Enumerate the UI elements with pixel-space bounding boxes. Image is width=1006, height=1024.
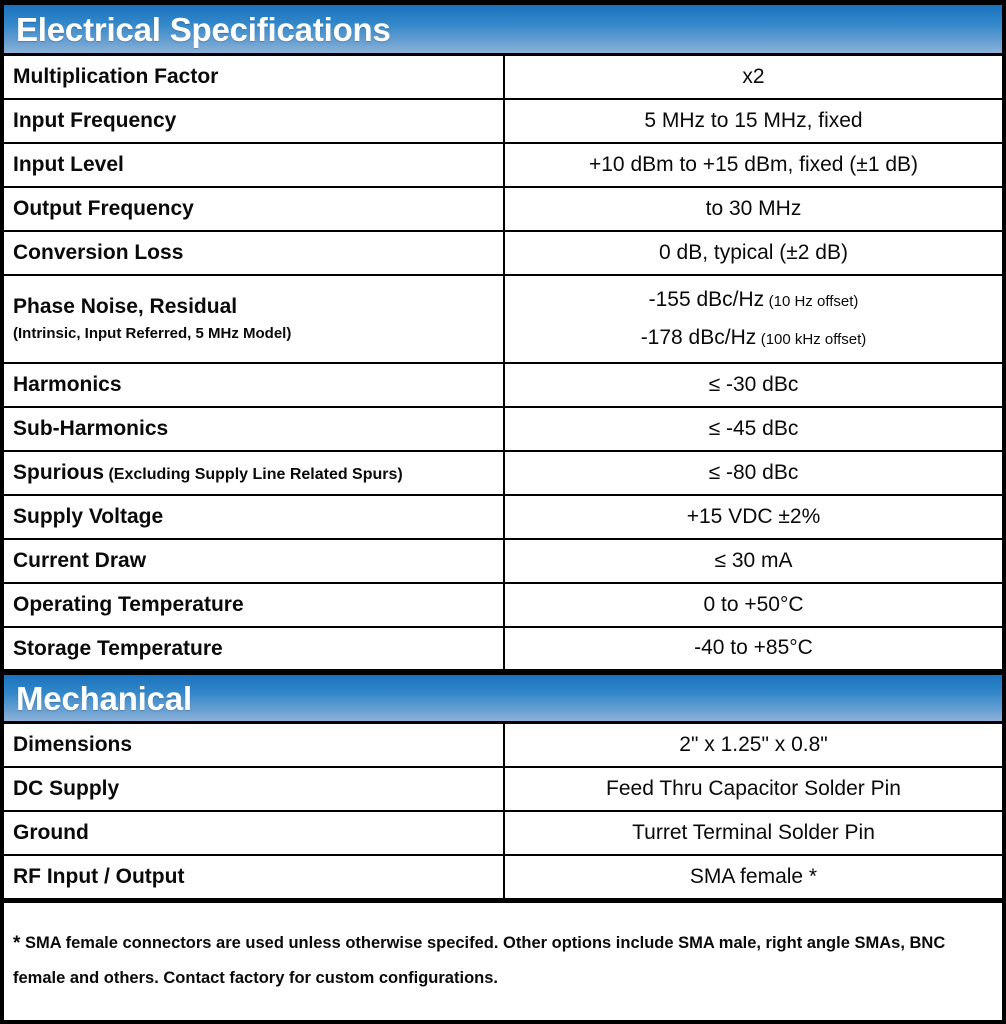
row-value: x2 (742, 64, 765, 88)
row-value-cell (505, 364, 1002, 406)
row-value-cell (505, 584, 1002, 626)
table-row (4, 540, 1002, 584)
section-header-mechanical (4, 672, 1002, 724)
row-label-cell (4, 364, 505, 406)
table-row (4, 408, 1002, 452)
footnote-marker: * (13, 933, 21, 954)
row-value: -40 to +85°C (694, 636, 813, 660)
table-row (4, 188, 1002, 232)
row-value-cell (505, 144, 1002, 186)
footnote (13, 925, 988, 994)
row-label: Dimensions (13, 733, 133, 757)
row-label-cell (4, 100, 505, 142)
table-row (4, 724, 1002, 768)
row-label: Spurious (13, 461, 105, 485)
row-value: -155 dBc/Hz (648, 287, 765, 311)
row-label-cell (4, 628, 505, 669)
row-label: Conversion Loss (13, 241, 184, 265)
mechanical-rows (4, 724, 1002, 900)
row-value-cell (505, 188, 1002, 230)
row-label: Harmonics (13, 373, 122, 397)
row-value: 2" x 1.25" x 0.8" (679, 732, 828, 756)
row-value: +15 VDC ±2% (686, 504, 821, 528)
table-row (4, 452, 1002, 496)
row-value-cell (505, 724, 1002, 766)
section-header-electrical (4, 4, 1002, 56)
row-label-cell (4, 408, 505, 450)
row-label-cell (4, 584, 505, 626)
row-label-wrap (13, 461, 503, 485)
table-row (4, 144, 1002, 188)
row-label: Input Level (13, 153, 124, 177)
row-value-cell (505, 540, 1002, 582)
row-label: Storage Temperature (13, 636, 223, 660)
row-value-cell (505, 276, 1002, 362)
row-value: 5 MHz to 15 MHz, fixed (644, 108, 863, 132)
row-value-cell (505, 856, 1002, 898)
row-label-cell (4, 232, 505, 274)
table-row (4, 768, 1002, 812)
row-label-cell (4, 768, 505, 810)
table-row (4, 628, 1002, 672)
row-value-cell (505, 452, 1002, 494)
row-value: ≤ -30 dBc (708, 372, 799, 396)
row-label-cell (4, 56, 505, 98)
section-title-mechanical: Mechanical (16, 679, 192, 717)
row-label-cell (4, 144, 505, 186)
row-value: 0 dB, typical (±2 dB) (659, 240, 848, 264)
row-label: Current Draw (13, 549, 147, 573)
row-value-cell (505, 100, 1002, 142)
row-label-note: (Intrinsic, Input Referred, 5 MHz Model) (13, 324, 292, 342)
row-label: Phase Noise, Residual (13, 295, 238, 319)
row-value-cell (505, 232, 1002, 274)
row-label: Operating Temperature (13, 593, 244, 617)
row-value-line (649, 288, 859, 312)
row-value: ≤ -80 dBc (708, 460, 799, 484)
row-value: +10 dBm to +15 dBm, fixed (±1 dB) (588, 152, 919, 176)
row-value: ≤ 30 mA (714, 548, 793, 572)
footnote-text: SMA female connectors are used unless otherwise specifed. Other options include SMA male, right angle SMAs, BNC female and others. Contact factory for custom configurations. (13, 934, 946, 988)
table-row (4, 232, 1002, 276)
row-label: Sub-Harmonics (13, 417, 169, 441)
row-label: RF Input / Output (13, 865, 185, 889)
row-value: to 30 MHz (705, 196, 802, 220)
row-label-cell (4, 496, 505, 538)
row-value-note: (10 Hz offset) (768, 292, 859, 310)
row-label: Ground (13, 821, 89, 845)
table-row (4, 364, 1002, 408)
row-value: Feed Thru Capacitor Solder Pin (606, 776, 901, 800)
table-row (4, 56, 1002, 100)
row-value-cell (505, 56, 1002, 98)
row-value-note: (100 kHz offset) (760, 331, 867, 348)
row-value: -178 dBc/Hz (640, 326, 757, 349)
row-value-cell (505, 628, 1002, 669)
section-title-electrical: Electrical Specifications (16, 10, 391, 48)
row-label-note: (Excluding Supply Line Related Spurs) (108, 466, 403, 484)
row-label-cell (4, 188, 505, 230)
table-row (4, 100, 1002, 144)
electrical-rows (4, 56, 1002, 672)
row-label-cell (4, 724, 505, 766)
row-label: Output Frequency (13, 197, 194, 221)
table-row (4, 276, 1002, 364)
row-value: 0 to +50°C (703, 592, 804, 616)
row-label: DC Supply (13, 777, 120, 801)
table-row (4, 812, 1002, 856)
footnote-cell (4, 900, 1002, 1020)
row-value-line (641, 326, 867, 350)
row-label-cell (4, 276, 505, 362)
row-label: Input Frequency (13, 109, 177, 133)
table-row (4, 496, 1002, 540)
row-value-cell (505, 408, 1002, 450)
row-value-cell (505, 768, 1002, 810)
row-label: Supply Voltage (13, 505, 164, 529)
row-value-cell (505, 812, 1002, 854)
row-value: ≤ -45 dBc (708, 416, 799, 440)
table-row (4, 584, 1002, 628)
row-label-cell (4, 452, 505, 494)
table-row (4, 856, 1002, 900)
row-value: SMA female * (689, 864, 818, 888)
row-label-cell (4, 540, 505, 582)
row-value: Turret Terminal Solder Pin (632, 820, 875, 844)
row-label-cell (4, 812, 505, 854)
row-label: Multiplication Factor (13, 65, 219, 89)
row-label-cell (4, 856, 505, 898)
row-value-cell (505, 496, 1002, 538)
